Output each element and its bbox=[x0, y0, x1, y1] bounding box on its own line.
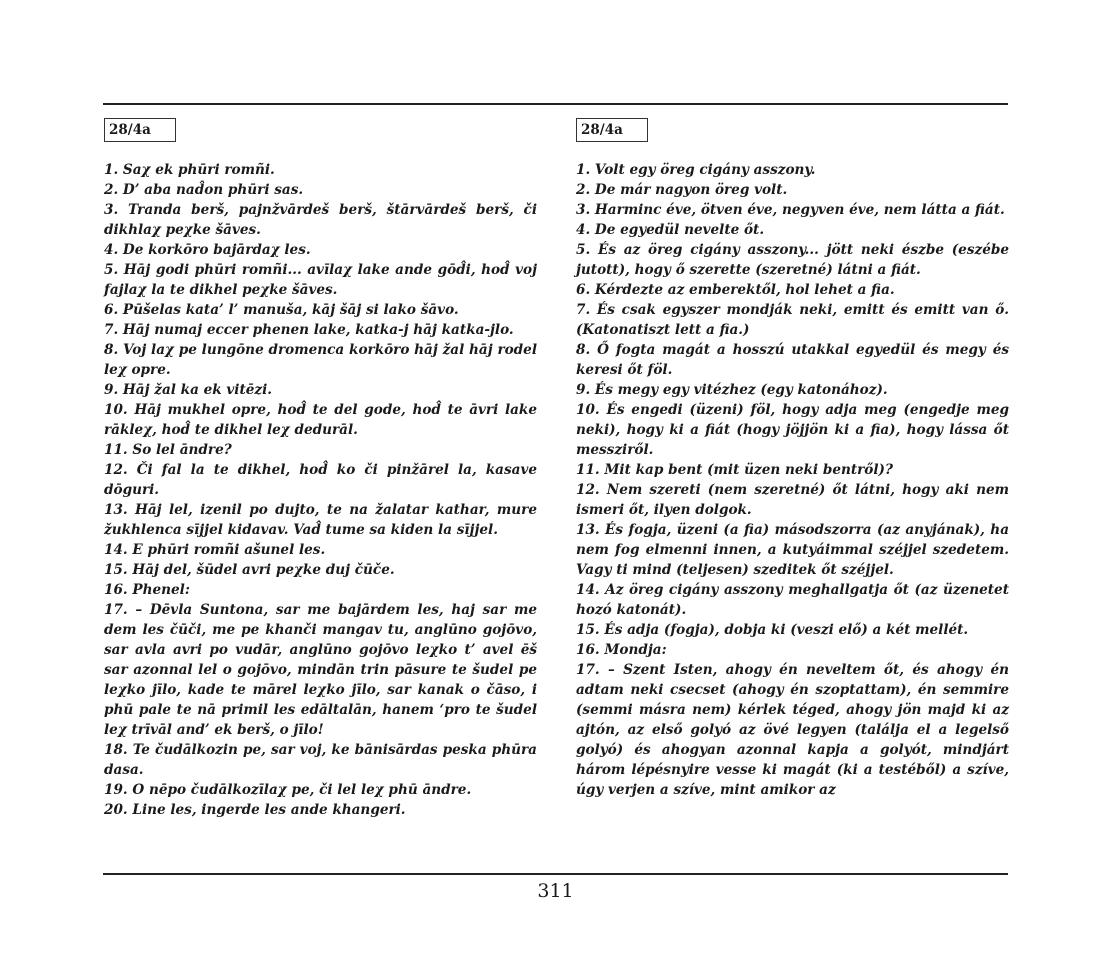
verse-line: 2. De már nagyon öreg volt. bbox=[576, 182, 788, 198]
verse-line: 7. Hāj numaj eccer phenen lake, katka-j hāj katka-jlo. bbox=[104, 322, 514, 338]
bottom-rule bbox=[103, 873, 1008, 875]
verse-line: 4. De egyedül nevelte őt. bbox=[576, 222, 765, 238]
left-column bbox=[104, 118, 537, 820]
right-section-tag: 28/4a bbox=[576, 118, 648, 142]
verse-line: 17. – Szent Isten, ahogy én neveltem őt, és ahogy én adtam neki csecset (ahogy én szoptattam), én semmire (semmi másra nem) kérlek téged, ahogy jön majd ki az ajtón, az első golyó az övé legyen (találja el a legelső golyó) és ahogyan azonnal kapja a golyót, mindjárt három lépésnyire vesse ki magát (ki a testéből) a szíve, úgy verjen a szíve, mint amikor az bbox=[576, 662, 1009, 798]
verse-line: 15. Hāj del, šūdel avri peχke duj čūče. bbox=[104, 562, 395, 578]
verse-line: 1. Volt egy öreg cigány asszony. bbox=[576, 162, 816, 178]
verse-line: 8. Voj laχ pe lungōne dromenca korkōro hāj žal hāj rodel leχ opre. bbox=[104, 342, 537, 378]
verse-line: 16. Phenel: bbox=[104, 582, 190, 598]
verse-line: 3. Tranda berš, pajnžvārdeš berš, štārvārdeš berš, či dikhlaχ peχke šāves. bbox=[104, 202, 537, 238]
verse-line: 9. És megy egy vitézhez (egy katonához). bbox=[576, 382, 888, 398]
verse-line: 8. Ő fogta magát a hosszú utakkal egyedül és megy és keresi őt föl. bbox=[576, 342, 1009, 378]
page-number: 311 bbox=[537, 880, 574, 902]
verse-line: 10. És engedi (üzeni) föl, hogy adja meg (engedje meg neki), hogy ki a fiát (hogy jöjjön ki a fia), hogy lássa őt messziről. bbox=[576, 402, 1009, 458]
left-lines bbox=[104, 160, 537, 820]
right-column bbox=[576, 118, 1009, 800]
verse-line: 2. D’ aba nad̂on phūri sas. bbox=[104, 182, 304, 198]
verse-line: 9. Hāj žal ka ek vitēzi. bbox=[104, 382, 273, 398]
verse-line: 11. So lel āndre? bbox=[104, 442, 232, 458]
verse-line: 6. Kérdezte az emberektől, hol lehet a fia. bbox=[576, 282, 895, 298]
verse-line: 17. – Dēvla Suntona, sar me bajārdem les, haj sar me dem les čūči, me pe khanči mangav tu, anglūno gojōvo, sar avla avri po vudār, anglūno gojōvo leχko t’ avel ēš sar azonnal lel o gojōvo, mindān trin pāsure te šudel pe leχko jīlo, kade te mārel leχko jīlo, sar kanak o čāso, i phū pale te nā primil les edāltalān, hanem ‘pro te šudel leχ trīvāl and’ ek berš, o jīlo! bbox=[104, 602, 537, 738]
verse-line: 6. Pūšelas kata’ l’ manuša, kāj šāj si lako šāvo. bbox=[104, 302, 459, 318]
verse-line: 5. És az öreg cigány asszony... jött neki észbe (eszébe jutott), hogy ő szerette (szeretné) látni a fiát. bbox=[576, 242, 1009, 278]
verse-line: 12. Nem szereti (nem szeretné) őt látni, hogy aki nem ismeri őt, ilyen dolgok. bbox=[576, 482, 1009, 518]
verse-line: 13. És fogja, üzeni (a fia) másodszorra (az anyjának), ha nem fog elmenni innen, a kutyáimmal széjjel szedetem. Vagy ti mind (teljesen) szeditek őt széjjel. bbox=[576, 522, 1009, 578]
verse-line: 19. O nēpo čudālkozīlaχ pe, či lel leχ phū āndre. bbox=[104, 782, 472, 798]
verse-line: 16. Mondja: bbox=[576, 642, 667, 658]
verse-line: 4. De korkōro bajārdaχ les. bbox=[104, 242, 311, 258]
verse-line: 11. Mit kap bent (mit üzen neki bentről)? bbox=[576, 462, 893, 478]
verse-line: 14. Az öreg cigány asszony meghallgatja őt (az üzenetet hozó katonát). bbox=[576, 582, 1009, 618]
verse-line: 7. És csak egyszer mondják neki, emitt és emitt van ő. (Katonatiszt lett a fia.) bbox=[576, 302, 1009, 338]
verse-line: 20. Line les, ingerde les ande khangeri. bbox=[104, 802, 406, 818]
left-section-tag: 28/4a bbox=[104, 118, 176, 142]
verse-line: 1. Saχ ek phūri romñi. bbox=[104, 162, 275, 178]
verse-line: 14. E phūri romñi ašunel les. bbox=[104, 542, 326, 558]
verse-line: 15. És adja (fogja), dobja ki (veszi elő) a két mellét. bbox=[576, 622, 969, 638]
verse-line: 13. Hāj lel, izenil po dujto, te na žalatar kathar, mure žukhlenca sījjel kidavav. Vad̂ tume sa kiden la sījjel. bbox=[104, 502, 537, 538]
verse-line: 18. Te čudālkozin pe, sar voj, ke bānisārdas peska phūra dasa. bbox=[104, 742, 537, 778]
verse-line: 5. Hāj godi phūri romñi... avīlaχ lake ande gōd̂i, hod̂ voj fajlaχ la te dikhel peχke šāves. bbox=[104, 262, 537, 298]
verse-line: 12. Či fal la te dikhel, hod̂ ko či pinžārel la, kasave dōguri. bbox=[104, 462, 537, 498]
verse-line: 10. Hāj mukhel opre, hod̂ te del gode, hod̂ te āvri lake rākleχ, hod̂ te dikhel leχ dedurāl. bbox=[104, 402, 537, 438]
right-lines bbox=[576, 160, 1009, 800]
top-rule bbox=[103, 103, 1008, 105]
verse-line: 3. Harminc éve, ötven éve, negyven éve, nem látta a fiát. bbox=[576, 202, 1005, 218]
